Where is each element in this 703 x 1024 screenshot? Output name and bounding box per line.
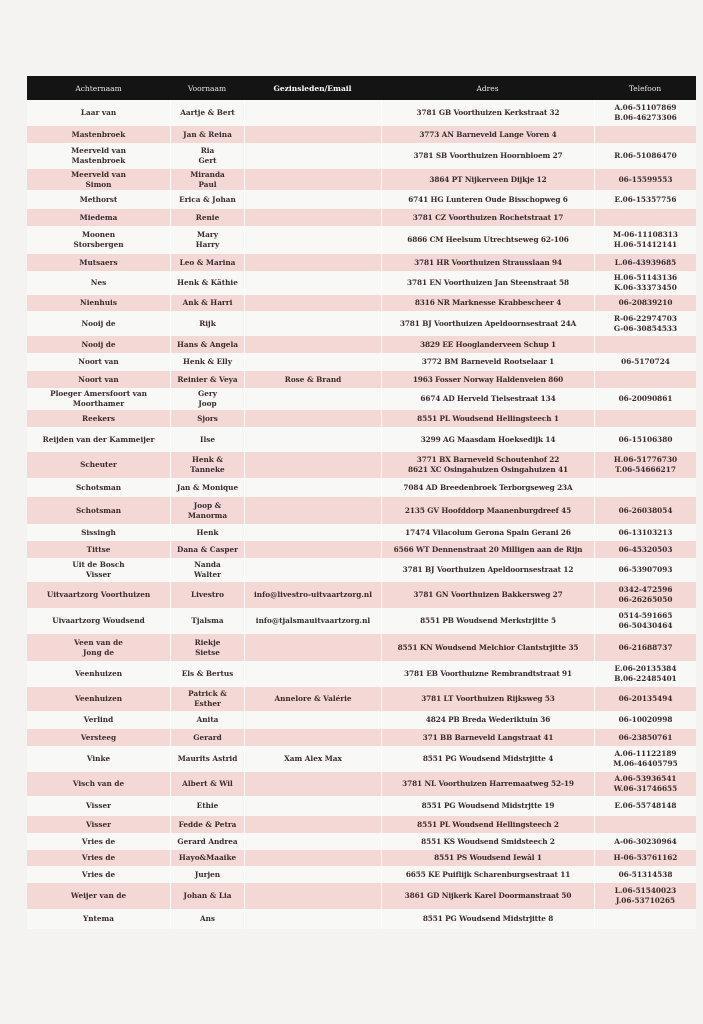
cell-gezin: [244, 833, 381, 850]
cell-achternaam: Visser: [85, 801, 111, 810]
cell-voornaam: Gery Joop: [170, 388, 244, 410]
table-body: [27, 100, 696, 929]
cell-adres: 8551 PG Woudsend Midstrjitte 4: [381, 746, 594, 772]
cell-voornaam: Nanda Walter: [170, 558, 244, 582]
table-row: [27, 190, 696, 209]
cell-telefoon: 06-20090861: [594, 388, 696, 410]
cell-voornaam: Miranda Paul: [170, 169, 244, 190]
cell-gezin: Xam Alex Max: [244, 746, 381, 772]
cell-voornaam: Henk & Tanneke: [170, 452, 244, 478]
address-table: [27, 76, 696, 929]
cell-gezin: info@livestro-uitvaartzorg.nl: [244, 582, 381, 608]
cell-achternaam: Nienhuis: [80, 298, 117, 307]
cell-voornaam: Fedde & Petra: [170, 816, 244, 833]
cell-telefoon: 06-15599553: [594, 169, 696, 190]
table-row: [27, 143, 696, 169]
cell-achternaam: Mastenbroek: [71, 129, 126, 139]
cell-voornaam: Ria Gert: [170, 143, 244, 169]
cell-voornaam: Leo & Marina: [170, 254, 244, 271]
cell-adres: 3781 EB Voorthuizne Rembrandtstraat 91: [381, 661, 594, 687]
cell-adres: 8551 PG Woudsend Midstrjtte 19: [381, 796, 594, 816]
cell-telefoon: A.06-11122189 M.06-46405795: [594, 746, 696, 772]
cell-achternaam: Reekers: [82, 413, 115, 423]
header-gezinsleden-email: Gezinsleden/Email: [273, 83, 352, 93]
cell-telefoon: H.06-51143136 K.06-33373450: [594, 271, 696, 295]
cell-voornaam: Reinier & Veya: [170, 371, 244, 388]
cell-gezin: Annelore & Valérie: [244, 687, 381, 711]
table-row: [27, 497, 696, 524]
table-row: [27, 582, 696, 608]
cell-telefoon: L.06-43939685: [594, 254, 696, 271]
header-achternaam: Achternaam: [75, 83, 122, 93]
cell-gezin: [244, 883, 381, 909]
table-row: [27, 558, 696, 582]
cell-voornaam: Rijk: [170, 311, 244, 336]
cell-achternaam: Meerveld van Simon: [71, 169, 126, 189]
cell-achternaam: Scheuter: [80, 460, 117, 469]
table-row: [27, 541, 696, 558]
cell-telefoon: R.06-51086470: [594, 143, 696, 169]
cell-adres: 3781 NL Voorthuizen Harremaatweg 52-19: [381, 772, 594, 796]
cell-adres: 3772 BM Barneveld Rootselaar 1: [381, 353, 594, 371]
cell-achternaam: Ploeger Amersfoort van Moorthamer: [50, 389, 147, 408]
cell-achternaam: Yntema: [83, 914, 114, 923]
cell-achternaam: Schotsman: [75, 505, 122, 515]
cell-telefoon: 06-15106380: [594, 427, 696, 452]
cell-adres: 2135 GV Hoofddorp Maanenburgdreef 45: [381, 497, 594, 524]
cell-adres: 8551 KN Woudsend Melchior Clantstrjitte 35: [381, 634, 594, 661]
table-row: [27, 608, 696, 634]
table-row: [27, 816, 696, 833]
header-telefoon: Telefoon: [628, 83, 662, 93]
cell-adres: 3781 LT Voorthuizen Rijksweg 53: [381, 687, 594, 711]
cell-adres: 1963 Fosser Norway Haldenveien 860: [381, 371, 594, 388]
cell-adres: 4824 PB Breda Wederiktuin 36: [381, 711, 594, 729]
cell-achternaam: Noort van: [78, 357, 119, 366]
table-row: [27, 850, 696, 866]
cell-adres: 8551 PB Woudsend Merkstrjitte 5: [381, 608, 594, 634]
cell-telefoon: A-06-30230964: [594, 833, 696, 850]
cell-achternaam: Reijden van der Kammeijer: [42, 434, 155, 444]
cell-adres: 8551 PL Woudsend Hellingsteech 2: [381, 816, 594, 833]
cell-gezin: [244, 850, 381, 866]
cell-achternaam: Veenhuizen: [74, 694, 123, 703]
cell-adres: 7084 AD Breedenbroek Terborgseweg 23A: [381, 478, 594, 497]
cell-telefoon: E.06-15357756: [594, 190, 696, 209]
table-row: [27, 271, 696, 295]
cell-achternaam: Nooij de: [81, 318, 116, 328]
cell-adres: 8551 PS Woudsend Iewâl 1: [381, 850, 594, 866]
cell-adres: 3829 EE Hooglanderveen Schup 1: [381, 336, 594, 353]
cell-telefoon: [594, 209, 696, 226]
cell-telefoon: A.06-53936541 W.06-31746655: [594, 772, 696, 796]
cell-telefoon: M-06-11108313 H.06-51412141: [594, 226, 696, 254]
table-row: [27, 909, 696, 929]
cell-voornaam: Els & Bertus: [170, 661, 244, 687]
cell-adres: 3781 CZ Voorthuizen Rochetstraat 17: [381, 209, 594, 226]
cell-voornaam: Anita: [170, 711, 244, 729]
cell-achternaam: Vries de: [81, 869, 116, 879]
cell-adres: 3781 BJ Voorthuizen Apeldoornsestraat 12: [381, 558, 594, 582]
cell-gezin: [244, 816, 381, 833]
cell-telefoon: [594, 909, 696, 929]
cell-telefoon: 06-21688737: [594, 634, 696, 661]
cell-achternaam: Veen van de Jong de: [74, 637, 123, 657]
cell-achternaam: Verlind: [83, 715, 114, 724]
header-adres: Adres: [476, 83, 499, 93]
table-row: [27, 410, 696, 427]
cell-achternaam: Visch van de: [72, 779, 125, 788]
cell-achternaam: Meerveld van Mastenbroek: [71, 146, 126, 165]
cell-gezin: [244, 271, 381, 295]
cell-achternaam: Uit de Bosch Visser: [72, 560, 125, 579]
cell-gezin: [244, 143, 381, 169]
cell-gezin: [244, 909, 381, 929]
cell-telefoon: E.06-55748148: [594, 796, 696, 816]
cell-gezin: [244, 209, 381, 226]
cell-adres: 8551 KS Woudsend Smidsteech 2: [381, 833, 594, 850]
cell-adres: 3781 GB Voorthuizen Kerkstraat 32: [381, 100, 594, 126]
table-row: [27, 295, 696, 311]
cell-voornaam: Jan & Reina: [170, 126, 244, 143]
cell-adres: 8551 PL Woudsend Hellingsteech 1: [381, 410, 594, 427]
cell-voornaam: Joop & Manorma: [170, 497, 244, 524]
cell-gezin: [244, 497, 381, 524]
cell-voornaam: Albert & Wil: [170, 772, 244, 796]
cell-voornaam: Maurits Astrid: [170, 746, 244, 772]
cell-voornaam: Ans: [170, 909, 244, 929]
cell-gezin: [244, 410, 381, 427]
cell-gezin: [244, 452, 381, 478]
table-row: [27, 427, 696, 452]
cell-achternaam: Uivaartzorg Woudsend: [52, 616, 145, 625]
cell-gezin: [244, 524, 381, 541]
cell-achternaam: Nes: [90, 278, 107, 287]
cell-adres: 6566 WT Dennenstraat 20 Milligen aan de Rijn: [381, 541, 594, 558]
table-row: [27, 336, 696, 353]
cell-adres: 371 BB Barneveld Langstraat 41: [381, 729, 594, 746]
cell-adres: 3861 GD Nijkerk Karel Doormanstraat 50: [381, 883, 594, 909]
cell-gezin: [244, 353, 381, 371]
table-row: [27, 833, 696, 850]
cell-gezin: [244, 254, 381, 271]
cell-gezin: [244, 190, 381, 209]
cell-telefoon: 06-23850761: [594, 729, 696, 746]
table-row: [27, 866, 696, 883]
cell-gezin: [244, 866, 381, 883]
table-row: [27, 661, 696, 687]
cell-adres: 17474 Vilacolum Gerona Spain Gerani 26: [381, 524, 594, 541]
table-row: [27, 254, 696, 271]
cell-telefoon: R-06-22974703 G-06-30854533: [594, 311, 696, 336]
cell-achternaam: Weijer van de: [70, 891, 127, 900]
table-row: [27, 883, 696, 909]
cell-voornaam: Henk & Elly: [170, 353, 244, 371]
table-row: [27, 711, 696, 729]
table-row: [27, 746, 696, 772]
cell-voornaam: Jurjen: [170, 866, 244, 883]
cell-achternaam: Noort van: [78, 374, 119, 384]
cell-gezin: Rose & Brand: [244, 371, 381, 388]
cell-telefoon: [594, 816, 696, 833]
cell-voornaam: Gerard: [170, 729, 244, 746]
cell-gezin: [244, 478, 381, 497]
cell-gezin: [244, 311, 381, 336]
table-row: [27, 126, 696, 143]
cell-gezin: [244, 388, 381, 410]
cell-telefoon: [594, 478, 696, 497]
cell-voornaam: Tjalsma: [170, 608, 244, 634]
cell-voornaam: Johan & Lia: [170, 883, 244, 909]
cell-achternaam: Visser: [85, 819, 111, 829]
table-row: [27, 226, 696, 254]
cell-voornaam: Riekje Sietse: [170, 634, 244, 661]
cell-telefoon: E.06-20135384 B.06-22485401: [594, 661, 696, 687]
cell-adres: 6674 AD Herveld Tielsestraat 134: [381, 388, 594, 410]
cell-gezin: [244, 427, 381, 452]
table-row: [27, 388, 696, 410]
cell-achternaam: Nooij de: [81, 339, 116, 349]
table-row: [27, 100, 696, 126]
cell-adres: 3864 PT Nijkerveen Dijkje 12: [381, 169, 594, 190]
cell-telefoon: H.06-51776730 T.06-54666217: [594, 452, 696, 478]
cell-telefoon: 06-13103213: [594, 524, 696, 541]
cell-adres: 3781 BJ Voorthuizen Apeldoornsestraat 24A: [381, 311, 594, 336]
cell-achternaam: Laar van: [80, 108, 117, 117]
cell-adres: 3781 SB Voorthuizen Hoornbloem 27: [381, 143, 594, 169]
cell-telefoon: 06-10020998: [594, 711, 696, 729]
cell-gezin: [244, 100, 381, 126]
table-row: [27, 687, 696, 711]
cell-voornaam: Erica & Johan: [170, 190, 244, 209]
cell-voornaam: Henk: [170, 524, 244, 541]
cell-adres: 3781 GN Voorthuizen Bakkersweg 27: [381, 582, 594, 608]
cell-gezin: [244, 169, 381, 190]
cell-gezin: [244, 226, 381, 254]
cell-voornaam: Hans & Angela: [170, 336, 244, 353]
cell-adres: 6741 HG Lunteren Oude Bisschopweg 6: [381, 190, 594, 209]
cell-gezin: [244, 126, 381, 143]
cell-telefoon: [594, 410, 696, 427]
cell-gezin: info@tjalsmauitvaartzorg.nl: [244, 608, 381, 634]
cell-telefoon: A.06-51107869 B.06-46273306: [594, 100, 696, 126]
cell-voornaam: Ilse: [170, 427, 244, 452]
cell-achternaam: Uitvaartzorg Voorthuizen: [46, 590, 151, 599]
cell-adres: 3771 BX Barneveld Schoutenhof 22 8621 XC Osingahuizen Osingahuizen 41: [381, 452, 594, 478]
cell-achternaam: Versteeg: [80, 732, 117, 742]
table-row: [27, 371, 696, 388]
table-row: [27, 796, 696, 816]
cell-telefoon: 06-20135494: [594, 687, 696, 711]
table-row: [27, 478, 696, 497]
cell-achternaam: Vinke: [86, 754, 111, 763]
cell-adres: 6655 KE Puiflijk Scharenburgsestraat 11: [381, 866, 594, 883]
cell-telefoon: 06-45320503: [594, 541, 696, 558]
cell-adres: 8551 PG Woudsend Midstrjitte 8: [381, 909, 594, 929]
cell-gezin: [244, 729, 381, 746]
cell-gezin: [244, 295, 381, 311]
cell-voornaam: Livestro: [170, 582, 244, 608]
cell-gezin: [244, 634, 381, 661]
cell-gezin: [244, 541, 381, 558]
cell-telefoon: 06-5170724: [594, 353, 696, 371]
table-row: [27, 772, 696, 796]
header-voornaam: Voornaam: [187, 83, 227, 93]
cell-telefoon: 0342-472596 06-26265050: [594, 582, 696, 608]
table-row: [27, 452, 696, 478]
cell-adres: 3781 HR Voorthuizen Strausslaan 94: [381, 254, 594, 271]
cell-gezin: [244, 711, 381, 729]
cell-gezin: [244, 772, 381, 796]
cell-telefoon: [594, 371, 696, 388]
table-row: [27, 729, 696, 746]
cell-voornaam: Henk & Käthie: [170, 271, 244, 295]
cell-achternaam: Moonen Storsbergen: [73, 230, 124, 249]
cell-achternaam: Veenhuizen: [74, 669, 123, 678]
cell-adres: 6866 CM Heelsum Utrechtseweg 62-106: [381, 226, 594, 254]
cell-voornaam: Patrick & Esther: [170, 687, 244, 711]
cell-voornaam: Renie: [170, 209, 244, 226]
cell-adres: 3299 AG Maasdam Hoeksedijk 14: [381, 427, 594, 452]
cell-voornaam: Aartje & Bert: [170, 100, 244, 126]
table-row: [27, 169, 696, 190]
cell-voornaam: Ank & Harri: [170, 295, 244, 311]
cell-achternaam: Schotsman: [75, 482, 122, 492]
cell-gezin: [244, 558, 381, 582]
cell-gezin: [244, 661, 381, 687]
cell-achternaam: Sissingh: [81, 527, 116, 537]
cell-voornaam: Sjors: [170, 410, 244, 427]
table-row: [27, 353, 696, 371]
cell-telefoon: [594, 126, 696, 143]
cell-telefoon: 06-51314538: [594, 866, 696, 883]
cell-telefoon: 06-20839210: [594, 295, 696, 311]
cell-telefoon: [594, 336, 696, 353]
cell-achternaam: Methorst: [79, 194, 118, 204]
cell-voornaam: Ethie: [170, 796, 244, 816]
cell-voornaam: Jan & Monique: [170, 478, 244, 497]
cell-achternaam: Vries de: [81, 836, 116, 846]
cell-adres: 3781 EN Voorthuizen Jan Steenstraat 58: [381, 271, 594, 295]
cell-telefoon: 06-53907093: [594, 558, 696, 582]
table-row: [27, 311, 696, 336]
cell-voornaam: Dana & Casper: [170, 541, 244, 558]
cell-voornaam: Hayo&Maaike: [170, 850, 244, 866]
cell-telefoon: 06-26038054: [594, 497, 696, 524]
cell-achternaam: Miedema: [79, 212, 118, 222]
cell-telefoon: 0514-591665 06-50430464: [594, 608, 696, 634]
table-header: [27, 76, 696, 100]
table-row: [27, 524, 696, 541]
cell-voornaam: Gerard Andrea: [170, 833, 244, 850]
cell-achternaam: Mutsaers: [79, 257, 118, 267]
table-row: [27, 634, 696, 661]
cell-voornaam: Mary Harry: [170, 226, 244, 254]
cell-telefoon: L.06-51540023 J.06-53710265: [594, 883, 696, 909]
cell-telefoon: H-06-53761162: [594, 850, 696, 866]
table-row: [27, 209, 696, 226]
cell-adres: 8316 NR Marknesse Krabbescheer 4: [381, 295, 594, 311]
cell-achternaam: Tittse: [86, 544, 111, 554]
cell-achternaam: Vries de: [81, 853, 116, 862]
cell-adres: 3773 AN Barneveld Lange Voren 4: [381, 126, 594, 143]
cell-gezin: [244, 796, 381, 816]
cell-gezin: [244, 336, 381, 353]
